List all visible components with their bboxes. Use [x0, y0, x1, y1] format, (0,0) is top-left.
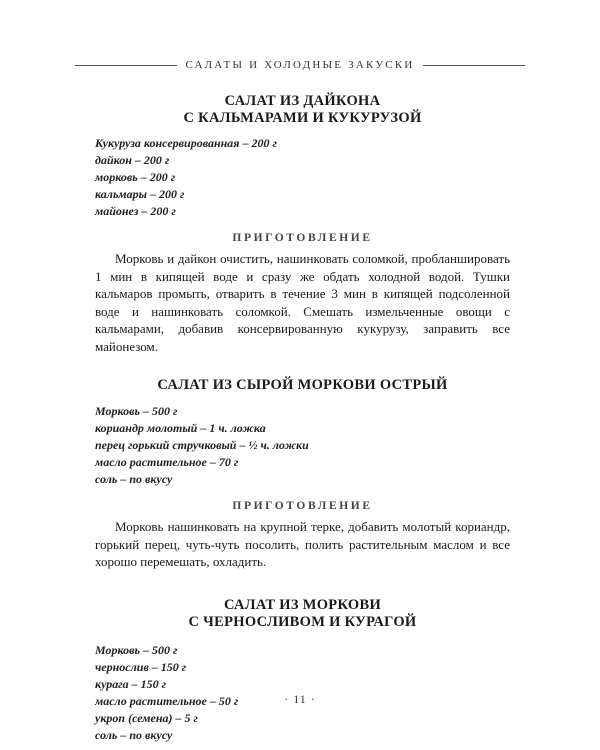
- ingredient-item: чернослив – 150 г: [95, 659, 187, 674]
- ingredient-item: дайкон – 200 г: [95, 153, 170, 167]
- ingredient-list: [95, 403, 510, 488]
- header-rule-right: [423, 65, 525, 66]
- header-rule-left: [75, 65, 177, 66]
- recipe-title-line: САЛАТ ИЗ ДАЙКОНА: [224, 93, 381, 109]
- ingredient-item: Кукуруза консервированная – 200 г: [95, 136, 277, 150]
- recipe-title-line: САЛАТ ИЗ МОРКОВИ: [223, 596, 382, 613]
- ingredient-item: кальмары – 200 г: [95, 187, 185, 201]
- ingredient-item: масло растительное – 70 г: [95, 455, 239, 469]
- recipe-title-line: САЛАТ ИЗ СЫРОЙ МОРКОВИ ОСТРЫЙ: [157, 377, 448, 393]
- ingredient-item: кориандр молотый – 1 ч. ложка: [95, 421, 266, 435]
- recipe-carrot-prunes-apricots: [95, 597, 510, 744]
- recipe-title-line: С КАЛЬМАРАМИ И КУКУРУЗОЙ: [183, 110, 422, 126]
- ingredient-item: соль – по вкусу: [95, 472, 173, 486]
- ingredient-item: курага – 150 г: [95, 676, 167, 691]
- recipe-daikon-squid-corn: [95, 93, 510, 355]
- ingredient-item: перец горький стручковый – ½ ч. ложки: [95, 438, 309, 452]
- running-title: САЛАТЫ И ХОЛОДНЫЕ ЗАКУСКИ: [185, 59, 415, 71]
- running-header: [75, 57, 525, 73]
- recipe-title-line: С ЧЕРНОСЛИВОМ И КУРАГОЙ: [188, 613, 417, 630]
- recipe-title: [95, 93, 510, 127]
- preparation-heading: ПРИГОТОВЛЕНИЕ: [232, 232, 373, 244]
- recipe-raw-carrot-spicy: [95, 377, 510, 571]
- preparation-heading: ПРИГОТОВЛЕНИЕ: [232, 500, 373, 512]
- recipe-title: [95, 597, 510, 631]
- ingredient-list: [95, 135, 510, 220]
- preparation-text: Морковь и дайкон очистить, нашинковать соломкой, пробланшировать 1 мин в кипящей воде и сразу же обдать холодной водой. Тушки кальмаров промыть, отварить в течение 3 мин в кипящей подсоленной воде и нашинковать соломкой. Смешать измельченные овощи с кальмарами, добавив консервированную кукурузу, заправить все майонезом.: [95, 251, 510, 354]
- ingredient-item: морковь – 200 г: [95, 170, 176, 184]
- preparation-text: Морковь нашинковать на крупной терке, добавить молотый кориандр, горький перец, чуть-чуть посолить, полить растительным маслом и все хорошо перемешать, охладить.: [95, 519, 510, 569]
- ingredient-item: Морковь – 500 г: [95, 404, 178, 418]
- ingredient-item: масло растительное – 50 г: [95, 693, 239, 708]
- page-content: [95, 85, 510, 744]
- ingredient-item: Морковь – 500 г: [95, 642, 178, 657]
- recipe-title: [95, 377, 510, 394]
- ingredient-item: укроп (семена) – 5 г: [95, 710, 198, 725]
- page-number: · 11 ·: [284, 692, 316, 706]
- ingredient-item: майонез – 200 г: [95, 204, 176, 218]
- ingredient-item: соль – по вкусу: [95, 727, 173, 742]
